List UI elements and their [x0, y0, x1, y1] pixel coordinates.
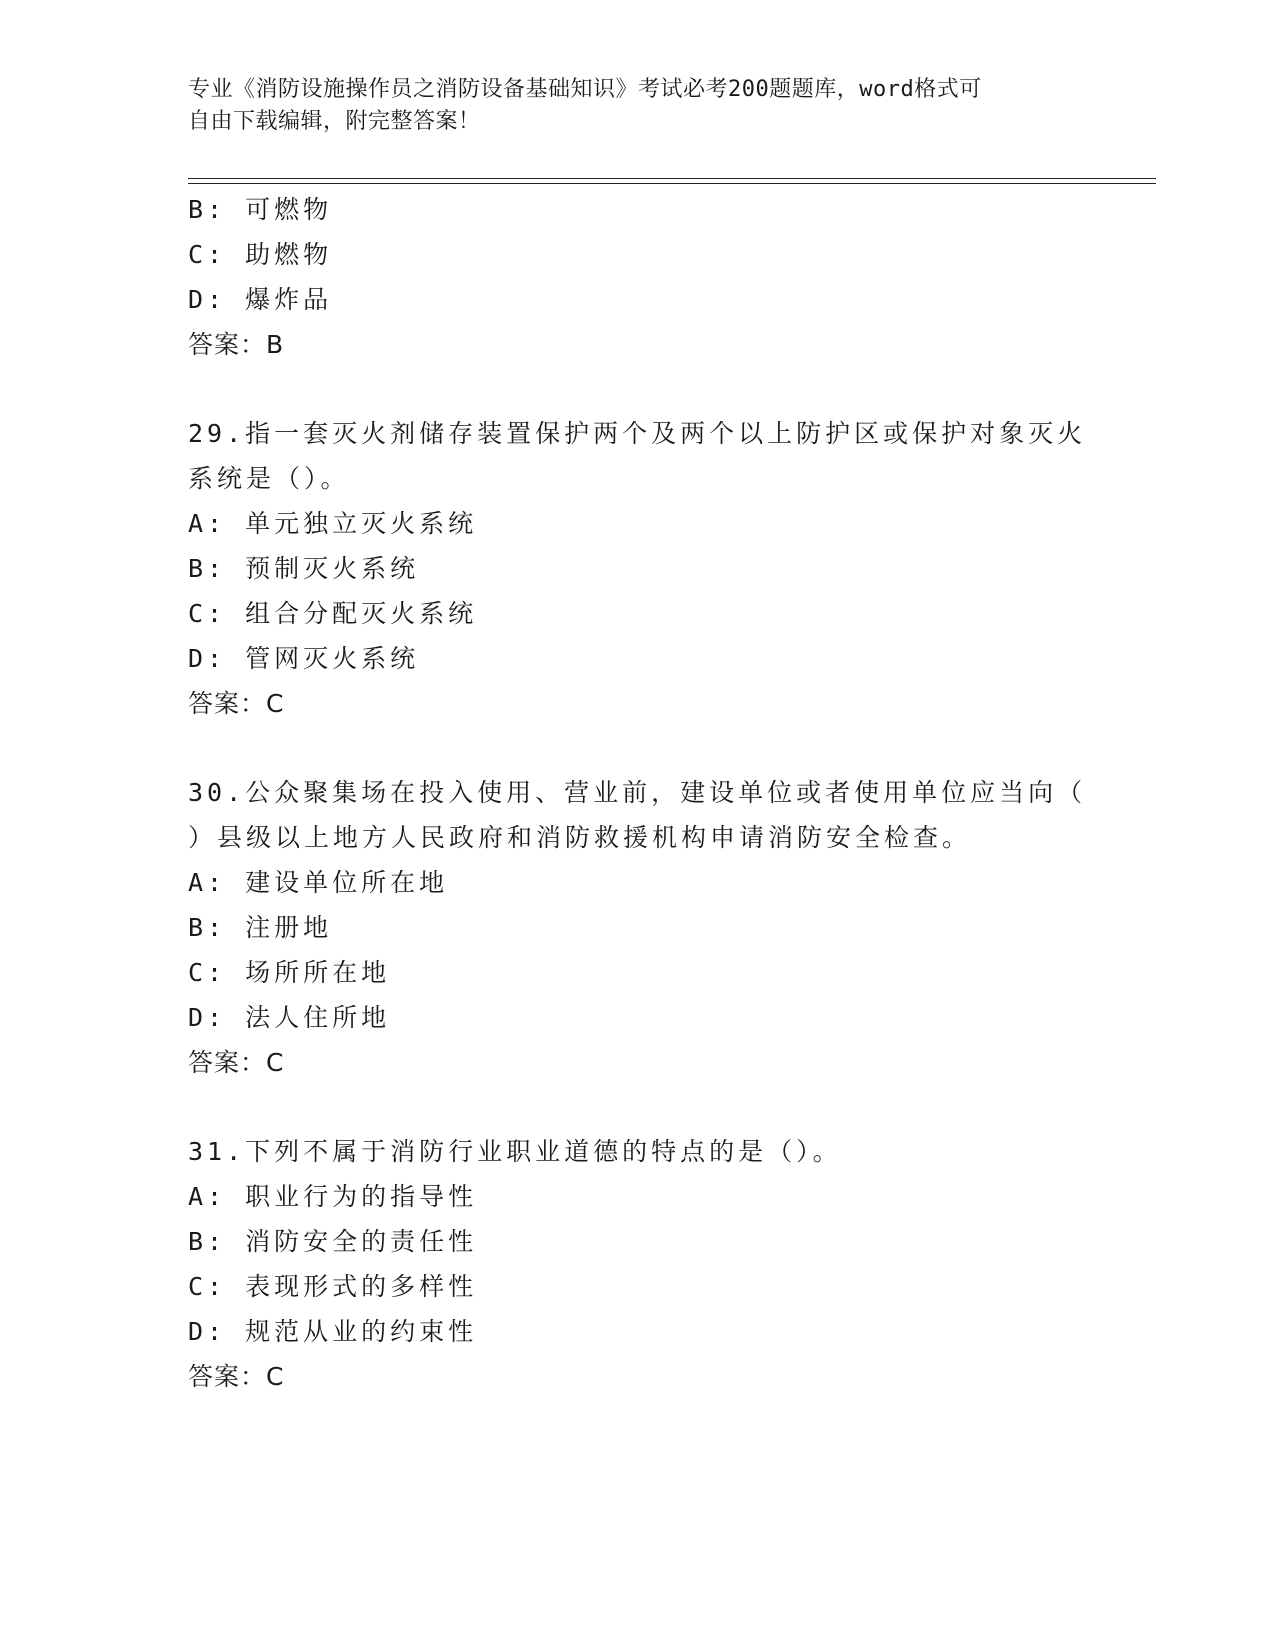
header-divider-bottom — [188, 183, 1156, 184]
q31-option-b: B: 消防安全的责任性 — [188, 1227, 478, 1256]
q29-stem-line-1: 29.指一套灭火剂储存装置保护两个及两个以上防护区或保护对象灭火 — [188, 419, 1087, 448]
q30-option-b: B: 注册地 — [188, 913, 333, 942]
q31-option-d: D: 规范从业的约束性 — [188, 1317, 478, 1346]
q31-option-c: C: 表现形式的多样性 — [188, 1272, 478, 1301]
q31-answer: 答案：C — [188, 1362, 285, 1391]
q30-stem-line-2: ）县级以上地方人民政府和消防救援机构申请消防安全检查。 — [188, 823, 972, 852]
q30-answer: 答案：C — [188, 1048, 285, 1077]
q29-answer: 答案：C — [188, 689, 285, 718]
q28-option-b: B: 可燃物 — [188, 195, 333, 224]
q30-stem-line-1: 30.公众聚集场在投入使用、营业前，建设单位或者使用单位应当向（ — [188, 778, 1087, 807]
q28-option-c: C: 助燃物 — [188, 240, 333, 269]
q29-stem-line-2: 系统是（）。 — [188, 464, 350, 493]
q29-option-a: A: 单元独立灭火系统 — [188, 509, 478, 538]
document-header — [188, 74, 1088, 138]
q30-option-d: D: 法人住所地 — [188, 1003, 391, 1032]
header-line-2: 自由下载编辑，附完整答案！ — [188, 109, 481, 134]
q30-option-c: C: 场所所在地 — [188, 958, 391, 987]
q28-answer: 答案：B — [188, 330, 285, 359]
q30-option-a: A: 建设单位所在地 — [188, 868, 449, 897]
header-line-1: 专业《消防设施操作员之消防设备基础知识》考试必考200题题库，word格式可 — [188, 77, 982, 102]
q28-option-d: D: 爆炸品 — [188, 285, 333, 314]
q31-stem-line-1: 31.下列不属于消防行业职业道德的特点的是（）。 — [188, 1137, 842, 1166]
q29-option-c: C: 组合分配灭火系统 — [188, 599, 478, 628]
q29-option-d: D: 管网灭火系统 — [188, 644, 420, 673]
q29-option-b: B: 预制灭火系统 — [188, 554, 420, 583]
header-divider-top — [188, 178, 1156, 179]
q31-option-a: A: 职业行为的指导性 — [188, 1182, 478, 1211]
